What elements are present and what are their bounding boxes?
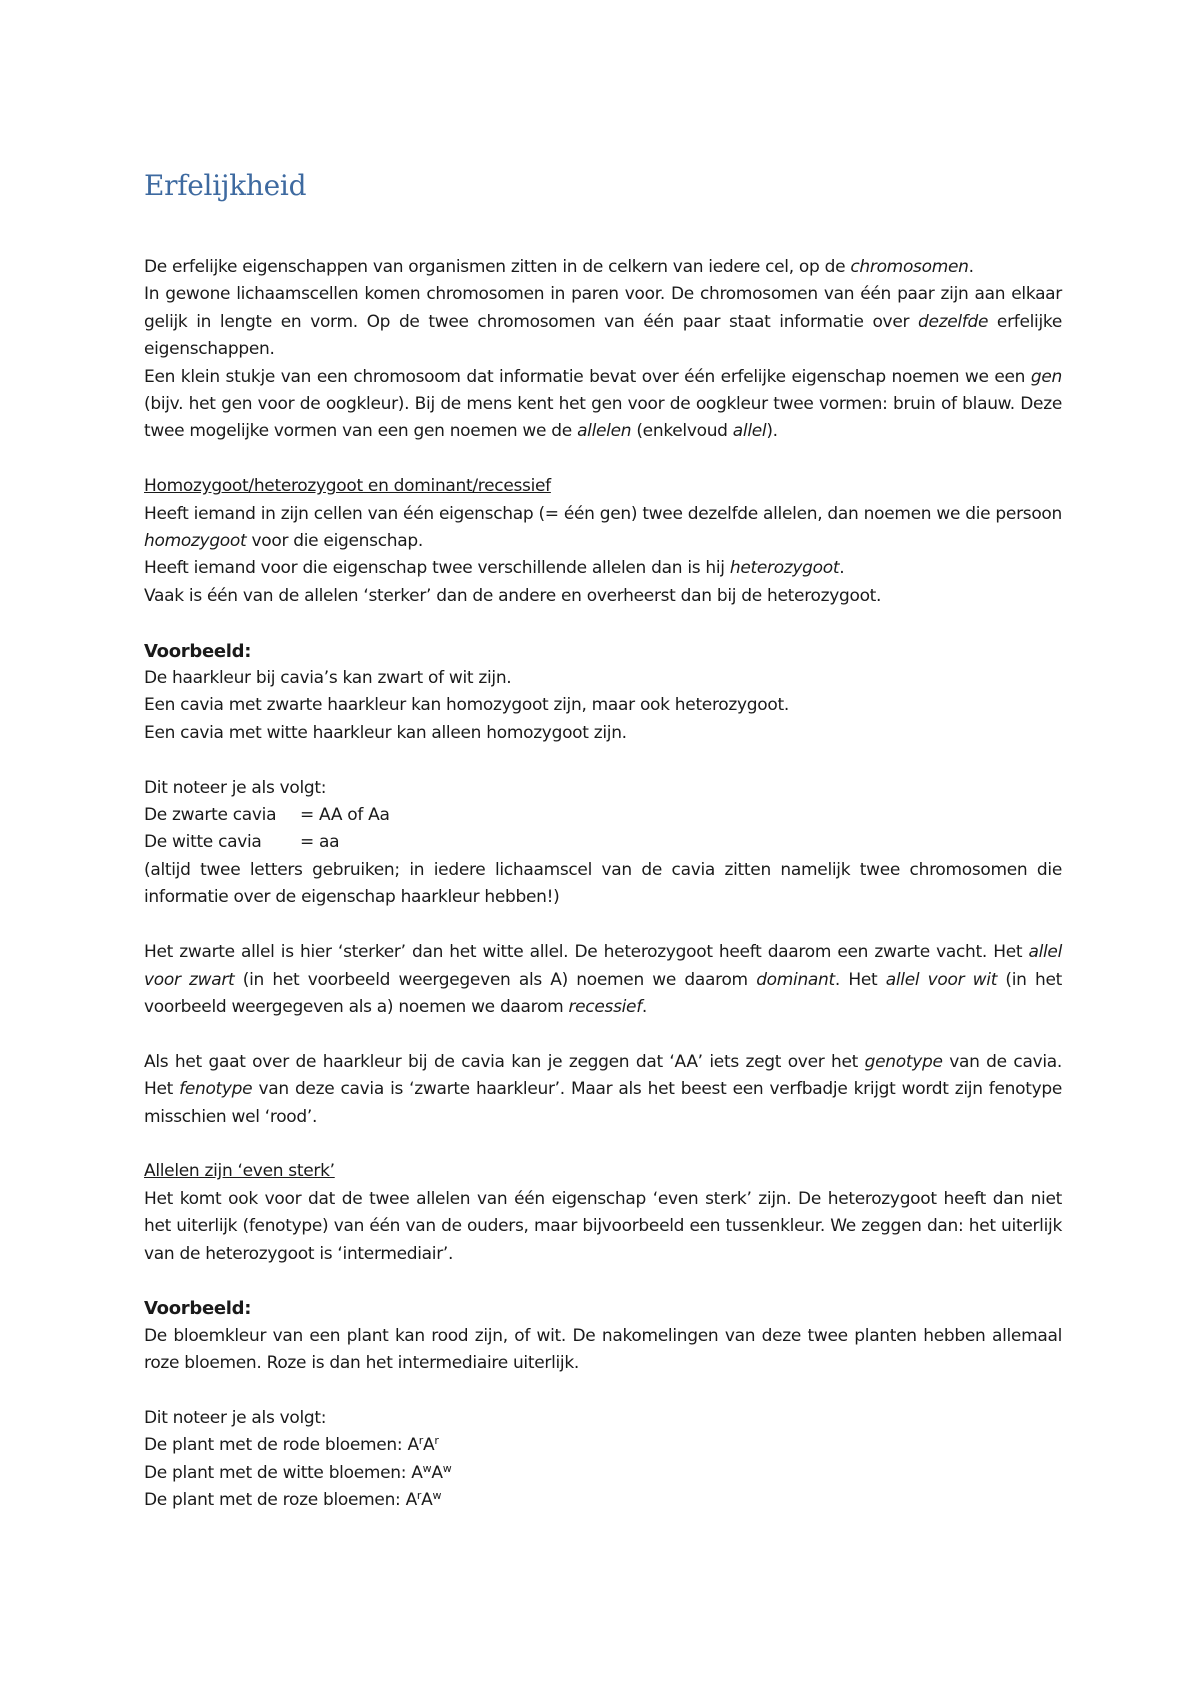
- intro-paragraph-2: In gewone lichaamscellen komen chromosomen in paren voor. De chromosomen van één paar zijn aan elkaar gelijk in lengte en vorm. Op de twee chromosomen van één paar staat informatie over dezelfde erfelijke eigenschappen.: [144, 284, 1062, 360]
- notation-white-plant: De plant met de witte bloemen: $A^wA^w$: [144, 1461, 452, 1483]
- example1-line-3: Een cavia met witte haarkleur kan alleen homozygoot zijn.: [144, 722, 627, 743]
- notation-note: (altijd twee letters gebruiken; in iedere lichaamscel van de cavia zitten namelijk twee chromosomen die informatie over de eigenschap haarkleur hebben!): [144, 859, 1062, 908]
- dominant-recessive-paragraph: Het zwarte allel is hier ‘sterker’ dan het witte allel. De heterozygoot heeft daarom een zwarte vacht. Het allel voor zwart (in het voorbeeld weergegeven als A) noemen we daarom dominant. Het allel voor wit (in het voorbeeld weergegeven als a) noemen we daarom recessief.: [144, 942, 1063, 1017]
- section-heading-even-sterk: Allelen zijn ‘even sterk’: [144, 1161, 335, 1182]
- intro-paragraph-3: Een klein stukje van een chromosoom dat informatie bevat over één erfelijke eigenschap noemen we een gen (bijv. het gen voor de oogkleur). Bij de mens kent het gen voor de oogkleur twee vormen: bruin of blauw. Deze twee mogelijke vormen van een gen noemen we de allelen (enkelvoud allel).: [144, 366, 1062, 442]
- notation-black: De zwarte cavia = AA of Aa: [144, 805, 390, 826]
- example1-line-2: Een cavia met zwarte haarkleur kan homozygoot zijn, maar ook heterozygoot.: [144, 695, 789, 716]
- notation-pink-plant: De plant met de roze bloemen: $A^rA^w$: [144, 1489, 442, 1511]
- spacer: [144, 446, 1062, 473]
- genotype-phenotype-paragraph: Als het gaat over de haarkleur bij de cavia kan je zeggen dat ‘AA’ iets zegt over het genotype van de cavia. Het fenotype van deze cavia is ‘zwarte haarkleur’. Maar als het beest een verfbadje krijgt wordt zijn fenotype misschien wel ‘rood’.: [144, 1051, 1062, 1127]
- dominance-sentence: Vaak is één van de allelen ‘sterker’ dan de andere en overheerst dan bij de heterozygoot.: [144, 585, 882, 606]
- notation-white: De witte cavia = aa: [144, 832, 340, 853]
- section-heading-homozygoot: Homozygoot/heterozygoot en dominant/recessief: [144, 476, 551, 497]
- example2-text: De bloemkleur van een plant kan rood zijn, of wit. De nakomelingen van deze twee planten hebben allemaal roze bloemen. Roze is dan het intermediaire uiterlijk.: [144, 1325, 1062, 1374]
- spacer: [144, 1131, 1062, 1158]
- example-heading-1: Voorbeeld:: [144, 640, 252, 662]
- notation-intro-2: Dit noteer je als volgt:: [144, 1407, 327, 1428]
- genotype-red: $A^rA^r$: [407, 1434, 439, 1456]
- spacer: [144, 610, 1062, 637]
- notation-intro-1: Dit noteer je als volgt:: [144, 777, 327, 798]
- example1-line-1: De haarkleur bij cavia’s kan zwart of wit zijn.: [144, 668, 512, 689]
- page-title: Erfelijkheid: [144, 169, 307, 202]
- genotype-white: $A^wA^w$: [411, 1461, 452, 1483]
- homozygoot-definition: Heeft iemand in zijn cellen van één eigenschap (= één gen) twee dezelfde allelen, dan noemen we die persoon homozygoot voor die eigenschap.: [144, 503, 1062, 552]
- document-page: [144, 168, 1062, 1515]
- genotype-pink: $A^rA^w$: [405, 1489, 442, 1511]
- spacer: [144, 1378, 1062, 1405]
- example-heading-2: Voorbeeld:: [144, 1298, 252, 1320]
- spacer: [144, 1021, 1062, 1048]
- spacer: [144, 1268, 1062, 1295]
- intro-paragraph-1: De erfelijke eigenschappen van organismen zitten in de celkern van iedere cel, op de chromosomen.: [144, 257, 974, 277]
- spacer: [144, 747, 1062, 774]
- notation-red-plant: De plant met de rode bloemen: $A^rA^r$: [144, 1434, 439, 1456]
- intermediate-paragraph: Het komt ook voor dat de twee allelen van één eigenschap ‘even sterk’ zijn. De heterozygoot heeft dan niet het uiterlijk (fenotype) van één van de ouders, maar bijvoorbeeld een tussenkleur. We zeggen dan: het uiterlijk van de heterozygoot is ‘intermediair’.: [144, 1188, 1062, 1264]
- heterozygoot-definition: Heeft iemand voor die eigenschap twee verschillende allelen dan is hij heterozygoot.: [144, 558, 845, 579]
- spacer: [144, 912, 1062, 939]
